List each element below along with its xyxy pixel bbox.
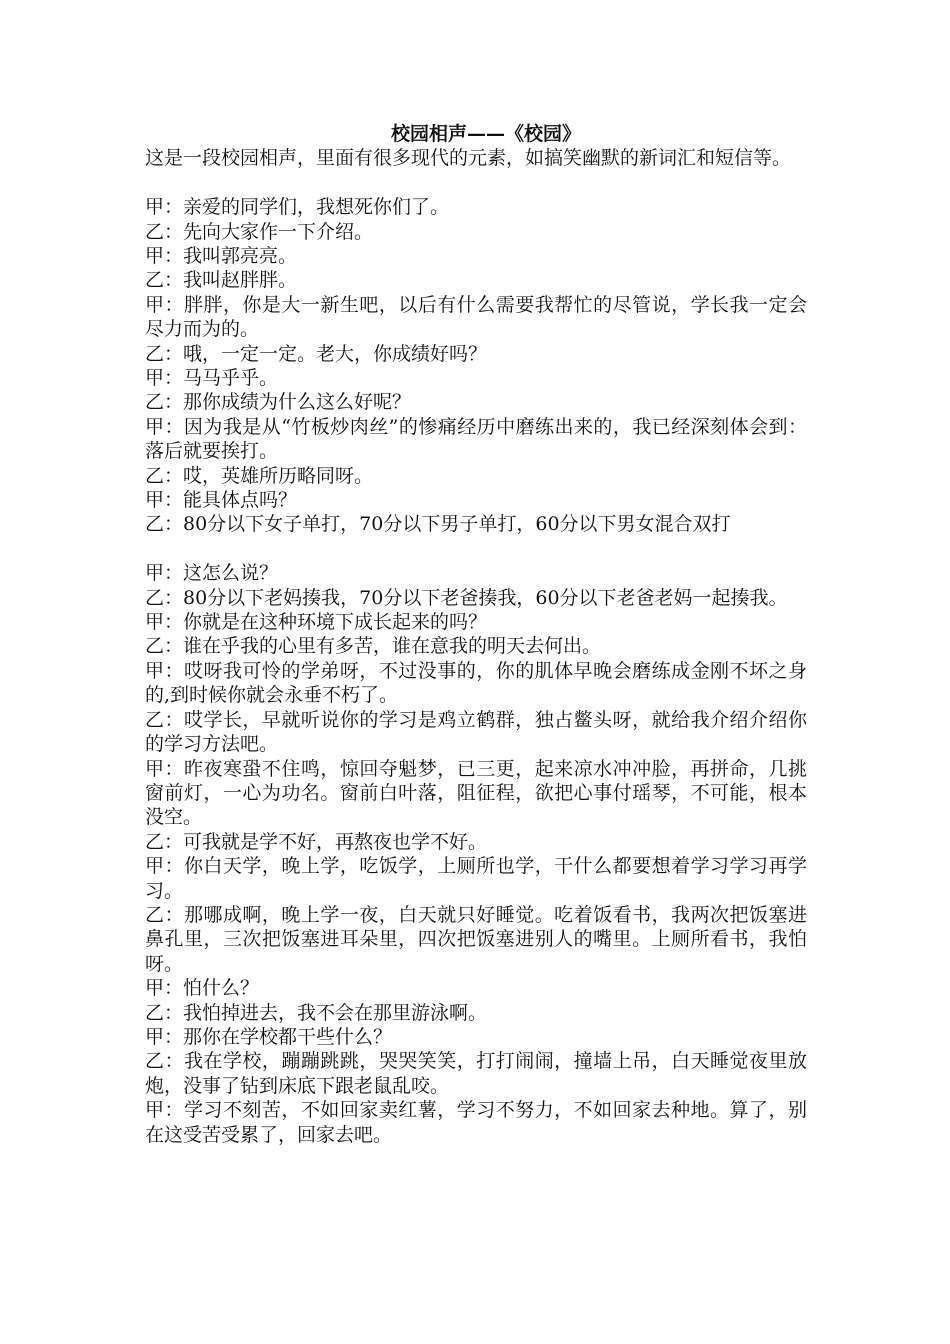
dialogue-line: 乙：谁在乎我的心里有多苦，谁在意我的明天去何出。 xyxy=(145,635,602,658)
dialogue-line: 甲：我叫郭亮亮。 xyxy=(145,245,298,267)
dialogue-line: 甲：那你在学校都干些什么？ xyxy=(145,1025,393,1048)
dialogue-line: 甲：马马乎乎。 xyxy=(145,367,279,390)
blank-line xyxy=(145,171,807,195)
dialogue-line: 甲：能具体点吗？ xyxy=(145,489,298,512)
dialogue-line: 乙：80分以下女子单打，70分以下男子单打，60分以下男女混合双打 xyxy=(145,513,731,536)
dialogue-line: 乙：哦，一定一定。老大，你成绩好吗？ xyxy=(145,342,488,365)
dialogue-line: 乙：我在学校，蹦蹦跳跳，哭哭笑笑，打打闹闹，撞墙上吊，白天睡觉夜里放炮，没事了钻到床底下跟老鼠乱咬。 xyxy=(145,1050,807,1097)
dialogue-line: 甲：胖胖，你是大一新生吧，以后有什么需要我帮忙的尽管说，学长我一定会尽力而为的。 xyxy=(145,293,807,341)
dialogue-line: 甲：你就是在这种环境下成长起来的吗？ xyxy=(145,611,488,634)
dialogue-line: 甲：哎呀我可怜的学弟呀，不过没事的，你的肌体早晚会磨练成金刚不坏之身的,到时候你就会永垂不朽了。 xyxy=(145,659,807,707)
dialogue-line: 乙：我叫赵胖胖。 xyxy=(145,269,298,292)
dialogue-line: 乙：哎，英雄所历略同呀。 xyxy=(145,464,374,487)
dialogue-line: 乙：我怕掉进去，我不会在那里游泳啊。 xyxy=(145,1001,488,1024)
document-title: 校园相声——《校园》 xyxy=(390,123,581,145)
dialogue-line: 甲：你白天学，晚上学，吃饭学，上厕所也学，干什么都要想着学习学习再学习。 xyxy=(145,855,807,902)
dialogue-line: 乙：那哪成啊，晚上学一夜，白天就只好睡觉。吃着饭看书，我两次把饭塞进鼻孔里，三次把饭塞进耳朵里，四次把饭塞进别人的嘴里。上厕所看书，我怕呀。 xyxy=(145,903,807,975)
intro-paragraph: 这是一段校园相声，里面有很多现代的元素，如搞笑幽默的新词汇和短信等。 xyxy=(145,147,792,170)
dialogue-part-1 xyxy=(145,195,807,537)
dialogue-line: 甲：学习不刻苦，不如回家卖红薯，学习不努力，不如回家去种地。算了，别在这受苦受累了，回家去吧。 xyxy=(145,1099,807,1146)
dialogue-line: 乙：哎学长，早就听说你的学习是鸡立鹤群，独占鳖头呀，就给我介绍介绍你的学习方法吧。 xyxy=(145,708,807,756)
blank-line xyxy=(145,537,807,561)
dialogue-line: 乙：先向大家作一下介绍。 xyxy=(145,220,374,243)
dialogue-line: 乙：那你成绩为什么这么好呢？ xyxy=(145,391,412,414)
dialogue-line: 乙：可我就是学不好，再熬夜也学不好。 xyxy=(145,830,488,853)
dialogue-line: 甲：这怎么说？ xyxy=(145,562,279,585)
document-body xyxy=(145,122,807,1147)
dialogue-line: 甲：因为我是从“竹板炒肉丝”的惨痛经历中磨练出来的，我已经深刻体会到：落后就要挨打。 xyxy=(145,415,807,463)
dialogue-line: 甲：昨夜寒蛩不住鸣，惊回夺魁梦，已三更，起来凉水冲冲脸，再拼命，几挑窗前灯，一心为功名。窗前白叶落，阻征程，欲把心事付瑶琴，不可能，根本没空。 xyxy=(145,757,807,829)
dialogue-line: 甲：怕什么？ xyxy=(145,977,260,1000)
dialogue-line: 甲：亲爱的同学们，我想死你们了。 xyxy=(145,196,450,219)
dialogue-line: 乙：80分以下老妈揍我，70分以下老爸揍我，60分以下老爸老妈一起揍我。 xyxy=(145,586,788,609)
dialogue-part-2 xyxy=(145,561,807,1147)
